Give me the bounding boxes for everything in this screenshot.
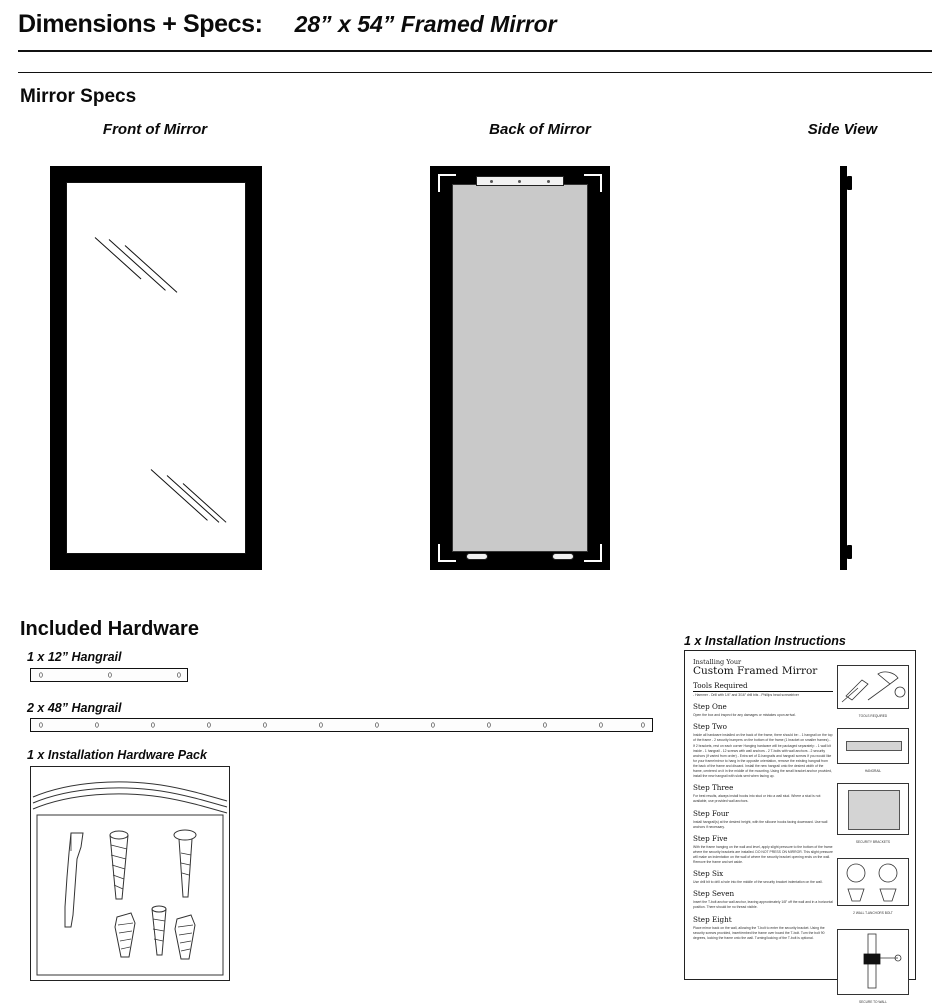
security-bumper-right	[552, 553, 574, 560]
instructions-body: Open the box and inspect for any damages or mistakes upon arrival.	[693, 713, 796, 718]
hardware-label-install-pack: 1 x Installation Hardware Pack	[27, 748, 207, 762]
instructions-heading: Step Three	[693, 783, 734, 793]
security-bumper-left	[466, 553, 488, 560]
corner-bracket-icon	[438, 544, 456, 562]
hangrail-hole-icon: 0	[177, 672, 181, 680]
instructions-text-column	[693, 659, 833, 943]
figure-hangrail	[837, 728, 909, 764]
instructions-body: Install hangrail(s) at the desired height, with the silicone hooks facing downward. Use wall anchors if necessary.	[693, 819, 828, 829]
figure-mirror-back	[837, 783, 909, 835]
glass-reflection-line	[167, 475, 220, 523]
figure-caption: HANGRAIL	[864, 769, 882, 773]
hardware-pack-illustration	[31, 767, 229, 980]
hangrail-hole-icon	[547, 180, 550, 183]
back-of-mirror-diagram	[430, 166, 610, 570]
secure-to-wall-illustration	[838, 930, 908, 992]
instructions-title-small: Installing Your	[693, 658, 742, 666]
label-front-of-mirror: Front of Mirror	[102, 121, 208, 138]
instructions-body: With the frame hanging on the wall and level, apply slight pressure to the bottom of the frame where the security brackets are installed. DO NOT PRESS ON MIRROR. This slight pressure will make an indentation on the wall of where the security bracket opening ends on the wall. Remove the frame and set aside.	[693, 844, 833, 865]
instructions-body: Inside all hardware installed on the back of the frame, there should be: - 1 hangrail on the top of the frame - 2 security bumpers on the bottom of the frame (1 bracket on smaller frames) - If 2 brackets, rest on each corner Hanging hardware will be packaged separately: - 1 wall kit inside - 1 hangrail - 12 screws with wall anchors - 2 T-bolts with wall anchors - 2 security anchors (if varied from order) - Extra set of D-hangrails and hangrail screws If you would like for your frame/mirror to hang in the opposite orientation, remove the existing hangrail from the back of the frame and discard. Install the new hangrail onto the desired width of the frame, centered on it in the middle of the mounting. Using the small bracket anchor provided, install the new hangrail with slots sent when facing up.	[693, 733, 833, 779]
instructions-body: - Hammer - Drill with 1/4” and 3/16” drill bits - Phillips head screwdriver	[693, 693, 799, 698]
section-title-included-hardware: Included Hardware	[20, 618, 199, 640]
corner-bracket-icon	[438, 174, 456, 192]
corner-bracket-icon	[584, 174, 602, 192]
hangrail-shape	[846, 741, 902, 751]
hangrail-hole-icon: 0	[108, 672, 112, 680]
figure-caption: 2 WALL T-ANCHORS BOLT	[853, 911, 893, 915]
hangrail-hole-icon: 0	[599, 722, 603, 730]
front-of-mirror-diagram	[50, 166, 262, 570]
wall-anchor-illustration	[838, 859, 908, 903]
hangrail-hole-icon: 0	[543, 722, 547, 730]
side-view-diagram	[840, 166, 847, 570]
glass-reflection-line	[125, 245, 178, 293]
hangrail-48-diagram	[30, 718, 653, 732]
page-title: Dimensions + Specs:	[18, 10, 263, 38]
hangrail-12-diagram	[30, 668, 188, 682]
instructions-figures-column	[837, 665, 909, 1004]
page-header	[18, 10, 932, 39]
hangrail-hole-icon: 0	[375, 722, 379, 730]
section-title-mirror-specs: Mirror Specs	[20, 86, 137, 107]
side-view-clip-bottom	[847, 545, 852, 559]
instructions-body: Use drill bit to drill a hole into the middle of the security bracket indentation on the wall.	[693, 880, 823, 885]
hangrail-hole-icon: 0	[319, 722, 323, 730]
hangrail-hole-icon: 0	[39, 672, 43, 680]
header-divider-secondary	[18, 72, 932, 73]
hardware-label-hangrail-48: 2 x 48” Hangrail	[27, 701, 122, 715]
instructions-heading: Tools Required	[693, 681, 833, 692]
hangrail-hole-icon	[490, 180, 493, 183]
hangrail-hole-icon: 0	[431, 722, 435, 730]
instructions-heading: Step One	[693, 702, 727, 712]
instructions-body: Place mirror back on the wall, allowing the T-bolt to enter the security bracket. Using the security screws provided, insert/embed the frame over board the T-bolt. Turn the bolt 90 degrees, locking the frame onto the wall. Turning/locking of the T-bolt is optional.	[693, 925, 825, 940]
hangrail-on-back	[476, 176, 564, 186]
instructions-heading: Step Eight	[693, 914, 732, 924]
instructions-body: Insert the T-bolt anchor wall anchor, leaving approximately 1/8” off the wall and in a horizontal position. There should be no thread visible.	[693, 900, 833, 910]
product-name: 28” x 54” Framed Mirror	[294, 11, 557, 37]
tools-illustration	[838, 666, 908, 706]
instructions-heading: Step Two	[693, 722, 727, 732]
glass-reflection-line	[95, 237, 142, 279]
figure-tools-required	[837, 665, 909, 709]
hangrail-hole-icon: 0	[207, 722, 211, 730]
instructions-heading: Step Seven	[693, 889, 735, 899]
hardware-label-hangrail-12: 1 x 12” Hangrail	[27, 650, 122, 664]
header-divider	[18, 50, 932, 52]
hangrail-hole-icon: 0	[151, 722, 155, 730]
side-view-clip-top	[847, 176, 852, 190]
figure-caption: SECURE TO WALL	[859, 1000, 887, 1004]
hangrail-hole-icon: 0	[39, 722, 43, 730]
corner-bracket-icon	[584, 544, 602, 562]
figure-caption: TOOLS REQUIRED	[858, 714, 888, 718]
installation-instructions-sheet	[684, 650, 916, 1004]
glass-reflection-line	[109, 239, 166, 291]
mirror-glass-front	[66, 182, 246, 554]
hangrail-hole-icon: 0	[263, 722, 267, 730]
hangrail-hole-icon: 0	[641, 722, 645, 730]
mirror-back-shape	[848, 790, 900, 830]
instructions-heading: Step Five	[693, 833, 728, 843]
figure-secure-to-wall	[837, 929, 909, 995]
hangrail-hole-icon: 0	[487, 722, 491, 730]
label-back-of-mirror: Back of Mirror	[489, 121, 591, 138]
instructions-caption: 1 x Installation Instructions	[684, 634, 846, 648]
instructions-body: For best results, always install hooks into stud or into a wall stud. Where a stud is not available, use provided wall anchors.	[693, 794, 821, 804]
figure-wall-anchors	[837, 858, 909, 906]
hangrail-hole-icon	[518, 180, 521, 183]
figure-caption: SECURITY BRACKETS	[855, 840, 891, 844]
glass-reflection-line	[151, 469, 208, 521]
instructions-heading: Step Six	[693, 869, 724, 879]
instructions-heading: Step Four	[693, 808, 729, 818]
instructions-title-big: Custom Framed Mirror	[693, 665, 818, 678]
mirror-backing-panel	[452, 184, 588, 552]
label-side-view: Side View	[807, 121, 878, 138]
installation-hardware-pack-diagram	[30, 766, 230, 981]
hangrail-hole-icon: 0	[95, 722, 99, 730]
